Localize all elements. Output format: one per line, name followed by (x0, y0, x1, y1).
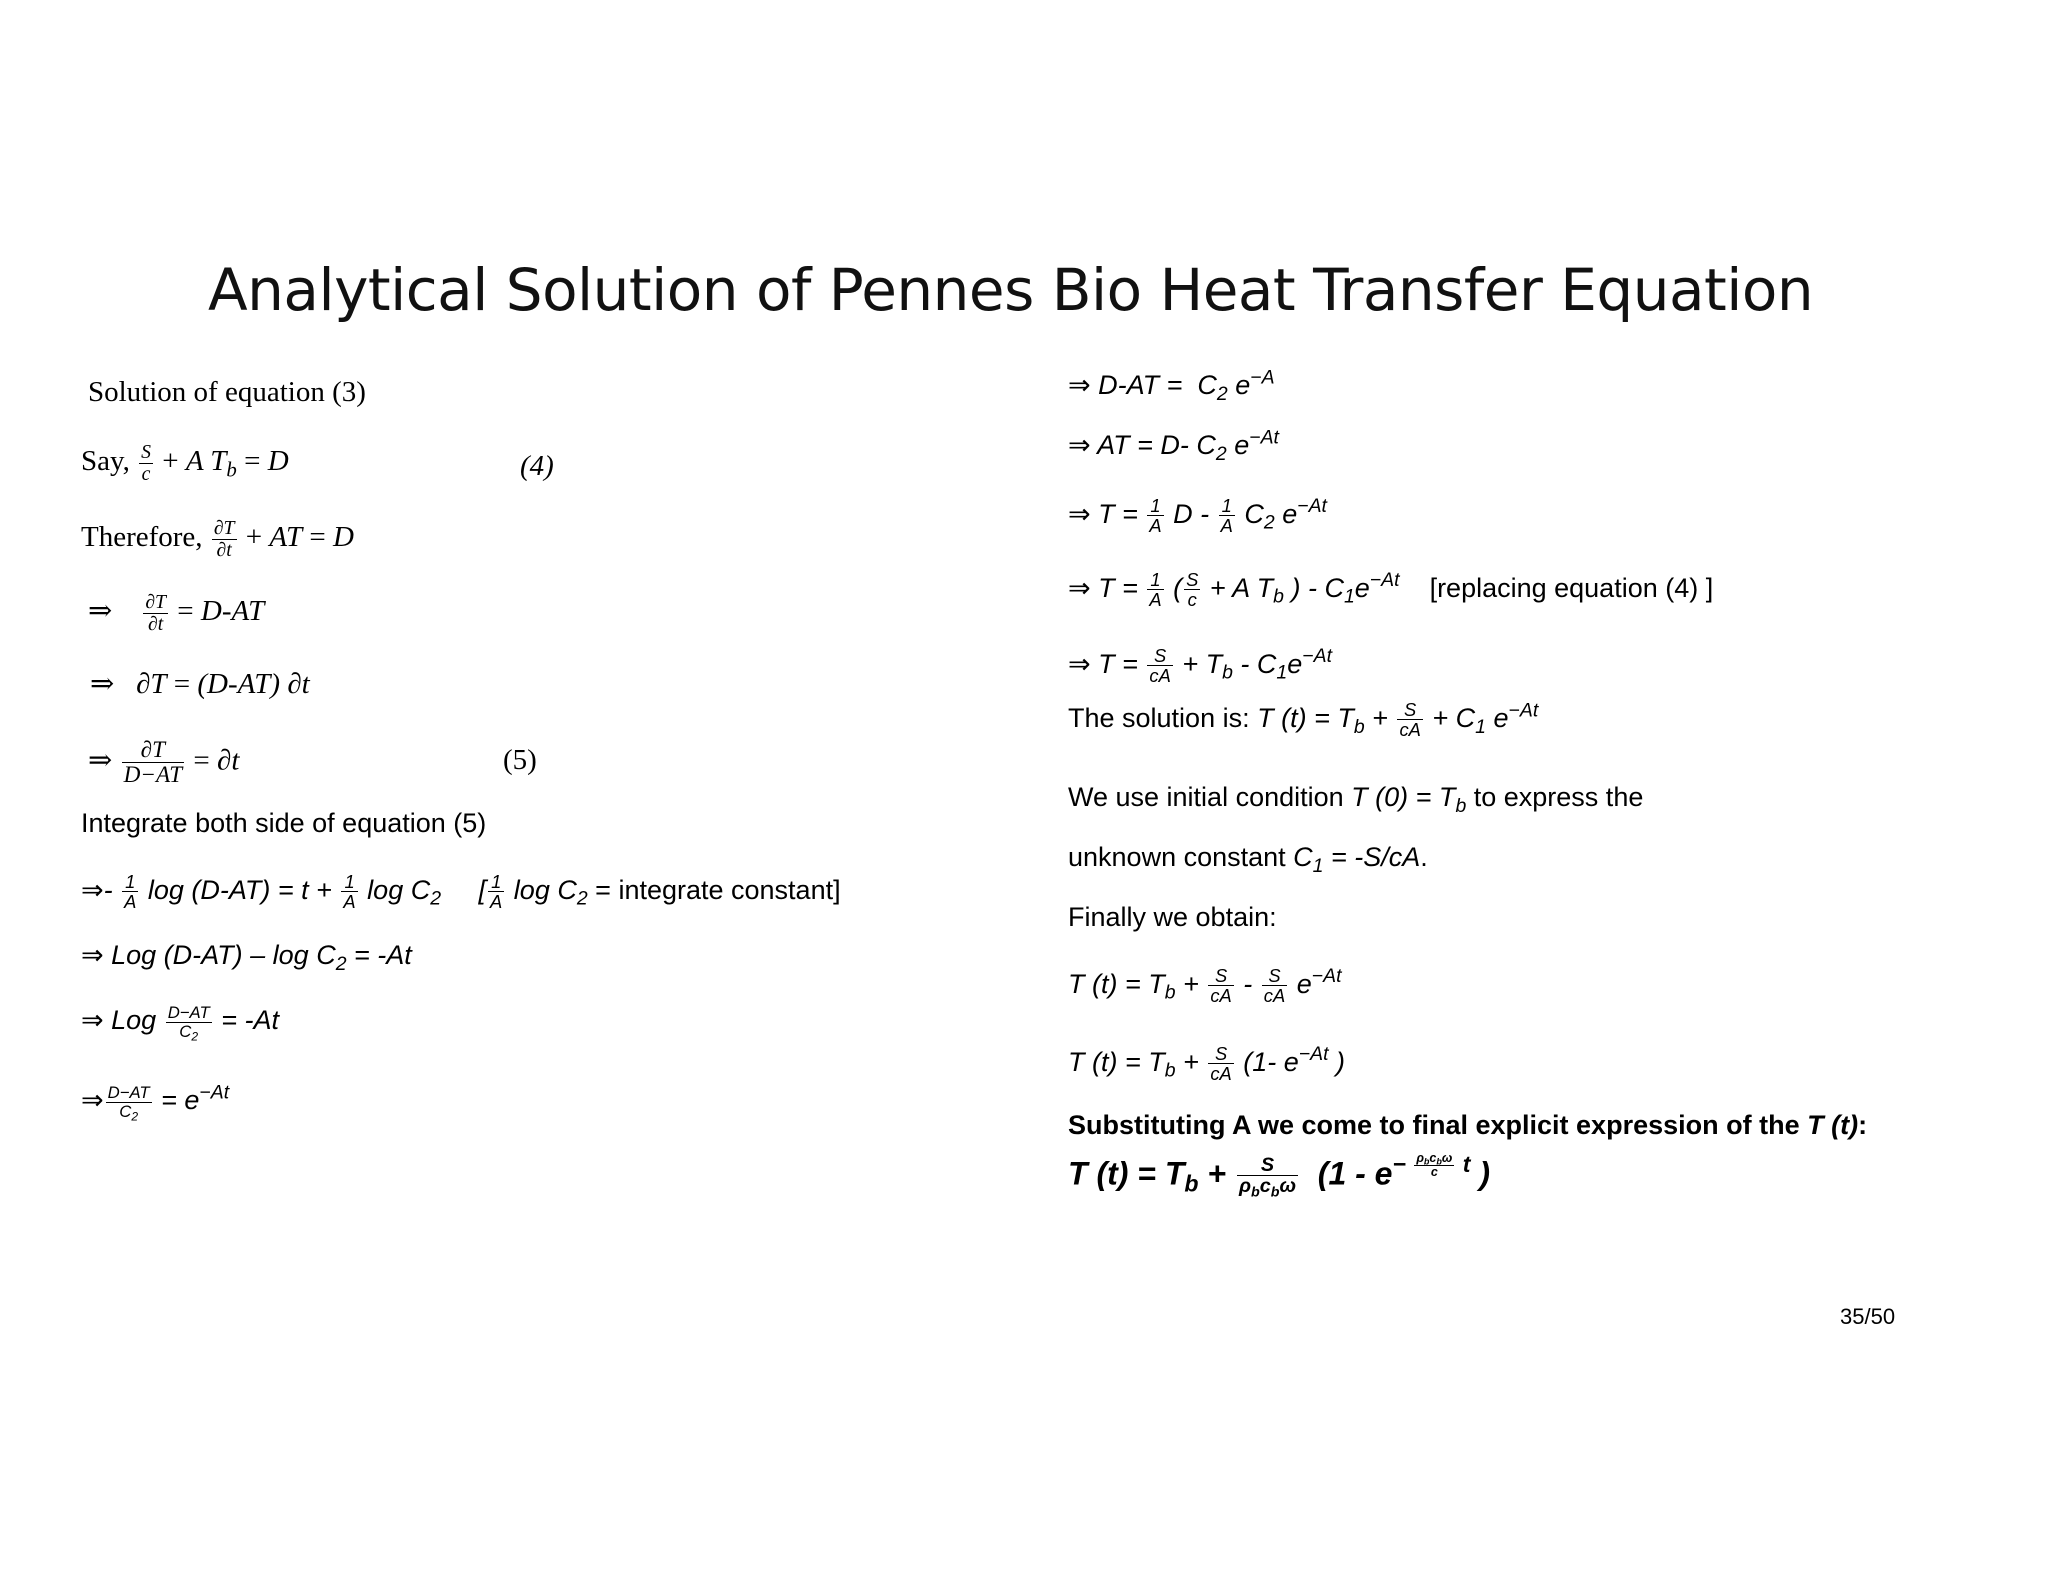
right-line-finally: Finally we obtain: (1068, 902, 1277, 932)
page-number: 35/50 (1840, 1304, 1896, 1329)
fraction-s-over-c: $\frac{S}{c}$ (141, 441, 151, 485)
substituting-tt: T (t) (1807, 1110, 1859, 1140)
left-line-integrate: Integrate both side of equation (5) (81, 808, 487, 838)
right-line-5: ⇒ T = $\frac{S}{cA}$ + $T_b - C_1e^{-At}$ (1068, 645, 1332, 687)
left-line-separation: ⇒ $\frac{\partial T}{D-AT}$ = ∂t (88, 737, 240, 789)
right-line-2: ⇒ AT = D- $C_2$ $e^{-At}$ (1068, 426, 1279, 465)
initial-condition-text-a: We use initial condition (1068, 782, 1352, 812)
integrate-constant-note: = integrate constant] (595, 874, 841, 905)
solution-label: The solution is: (1068, 702, 1258, 733)
left-line-log-integral: ⇒- $\frac{1}{A}$ log (D-AT) = t + $\frac{1}{A}$ $\log C_2$ [ $\frac{1}{A}$ $\log C_2$ = integrate constant] (81, 871, 841, 913)
right-line-solution: The solution is: T $(t) = T_b$ + $\frac{S}{cA}$ + $C_1$ $e^{-At}$ (1068, 699, 1539, 741)
right-line-4: ⇒ T = $\frac{1}{A}$ ( $\frac{S}{c}$ + A $T_b$ ) - $C_1e^{-At}$ [replacing equation (4) ] (1068, 569, 1714, 611)
right-line-initial-condition: We use initial condition T $(0) = T_b$ to express the (1068, 782, 1644, 817)
therefore-label: Therefore, (81, 520, 210, 553)
substituting-text: Substituting A we come to final explicit expression of the (1068, 1110, 1808, 1140)
fraction-dT-dt: $\frac{\partial T}{\partial t}$ (213, 517, 235, 561)
right-line-result-1: T $(t) = T_b$ + $\frac{S}{cA}$ - $\frac{S}{cA}$ $e^{-At}$ (1068, 965, 1342, 1007)
left-line-solution-heading: Solution of equation (3) (88, 376, 366, 408)
left-line-dT-equals: ⇒ ∂T = (D-AT) ∂t (90, 668, 310, 700)
equation-tag-5: (5) (503, 744, 537, 776)
substituting-colon: : (1858, 1110, 1868, 1140)
slide-title: Analytical Solution of Pennes Bio Heat Transfer Equation (208, 256, 1814, 324)
right-line-result-2: T $(t) = T_b$ + $\frac{S}{cA}$ (1- $e^{-At}$ ) (1068, 1043, 1346, 1085)
right-line-final-expression: T $(t) = T_b$ + $\frac{S}{\rho_bc_b\omega}$ ($1 - e^{- \frac{\rho_bc_b\omega}{c} t}$ ) (1068, 1150, 1490, 1201)
replacing-equation-note: [replacing equation (4) ] (1429, 572, 1714, 603)
left-line-log-difference: ⇒ Log $(D-AT) - \log C_2 = -At$ (81, 940, 412, 975)
right-line-3: ⇒ T = $\frac{1}{A}$ D - $\frac{1}{A}$ $C_2$ $e^{-At}$ (1068, 495, 1327, 537)
left-line-dTdt: ⇒ $\frac{\partial T}{\partial t}$ = D-AT (88, 591, 265, 635)
right-line-unknown-constant: unknown constant $C_1 = -S/cA$. (1068, 842, 1428, 877)
left-line-exponential: ⇒ $\frac{D-AT}{C_2}$ = $e^{-At}$ (81, 1081, 230, 1124)
left-line-therefore: Therefore, $\frac{\partial T}{\partial t}$ + AT = D (81, 517, 354, 561)
say-label: Say, (81, 444, 138, 477)
initial-condition-text-b: to express the (1466, 782, 1644, 812)
unknown-constant-text: unknown constant (1068, 842, 1294, 872)
equation-tag-4: (4) (520, 450, 554, 482)
right-line-substituting (1068, 1112, 1867, 1139)
left-line-log-ratio: ⇒ Log $\frac{D-AT}{C_2}$ = -At (81, 1003, 279, 1044)
left-line-say-equation: Say, $\frac{S}{c}$ + A $T_b = D$ (81, 441, 289, 485)
right-line-1: ⇒ $D-AT = C_2$ $e^{-A}$ (1068, 366, 1275, 405)
